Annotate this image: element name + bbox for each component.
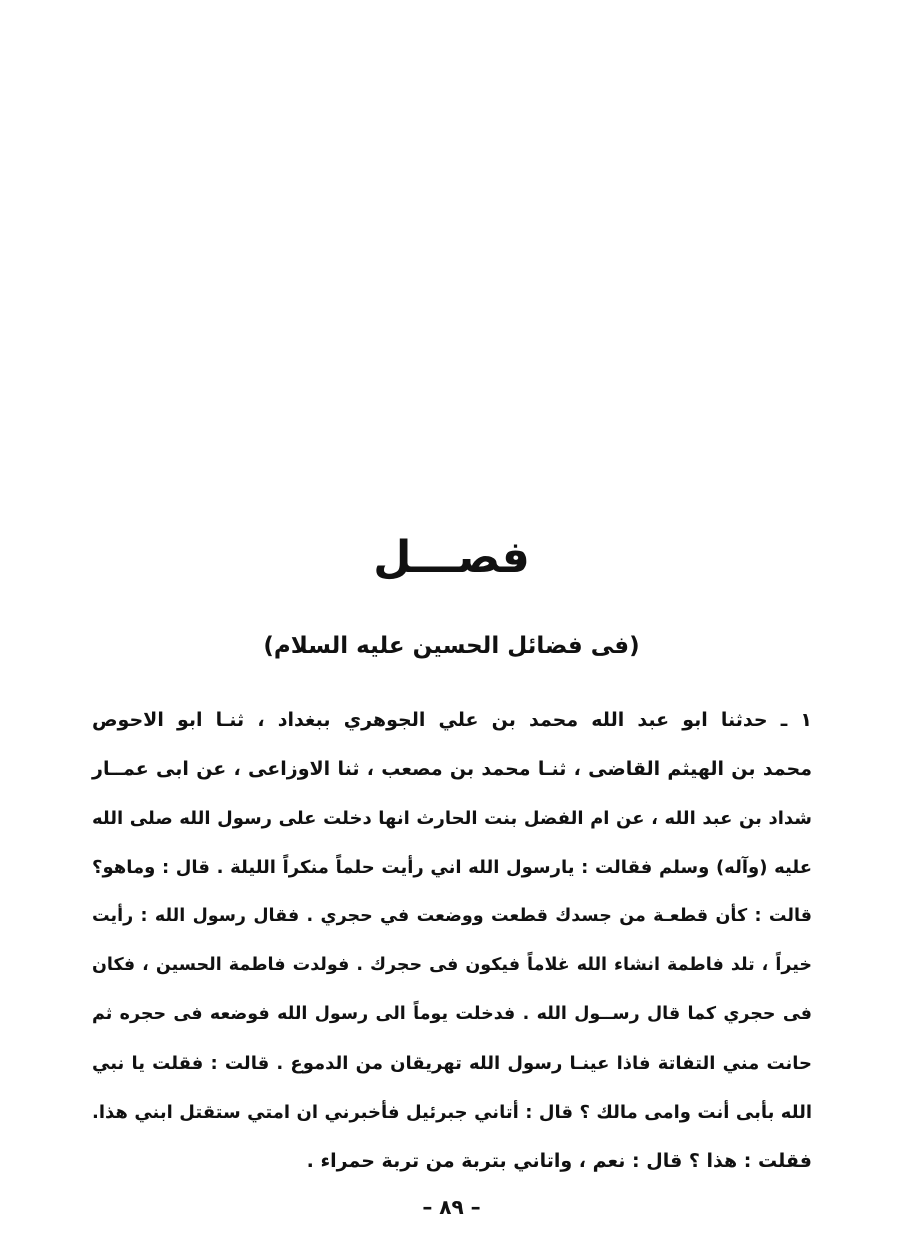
text-line: خيراً ، تلد فاطمة انشاء الله غلاماً فيكون فى حجرك . فولدت فاطمة الحسين ، فكان — [92, 955, 812, 975]
text-line: محمد بن الهيثم القاضى ، ثنـا محمد بن مصعب ، ثنا الاوزاعى ، عن ابى عمــار — [92, 758, 812, 780]
text-line: شداد بن عبد الله ، عن ام الفضل بنت الحارث انها دخلت على رسول الله صلى الله — [92, 808, 812, 829]
text-line: الله بأبى أنت وامى مالك ؟ قال : أتاني جبرئيل فأخبرني ان امتي ستقتل ابني هذا. — [92, 1102, 812, 1123]
page-number: – ٨٩ – — [422, 1195, 481, 1219]
text-line: حانت مني التفاتة فاذا عينـا رسول الله تهريقان من الدموع . قالت : فقلت يا نبي — [92, 1053, 812, 1074]
text-line: فقلت : هذا ؟ قال : نعم ، واتاني بتربة من تربة حمراء . — [306, 1150, 812, 1172]
text-line: ١ ـ حدثنا ابو عبد الله محمد بن علي الجوهري ببغداد ، ثنـا ابو الاحوص — [92, 709, 812, 731]
text-line: عليه (وآله) وسلم فقالت : يارسول الله اني رأيت حلماً منكراً الليلة . قال : وماهو؟ — [92, 857, 812, 878]
body-text — [92, 696, 812, 1186]
text-line: فى حجري كما قال رســول الله . فدخلت يوماً الى رسول الله فوضعه فى حجره ثم — [92, 1004, 812, 1024]
section-heading: فصـــل — [373, 532, 530, 583]
chapter-subtitle: (فى فضائل الحسين عليه السلام) — [263, 633, 640, 659]
text-line: قالت : كأن قطعـة من جسدك قطعت ووضعت في حجري . فقال رسول الله : رأيت — [92, 906, 812, 926]
